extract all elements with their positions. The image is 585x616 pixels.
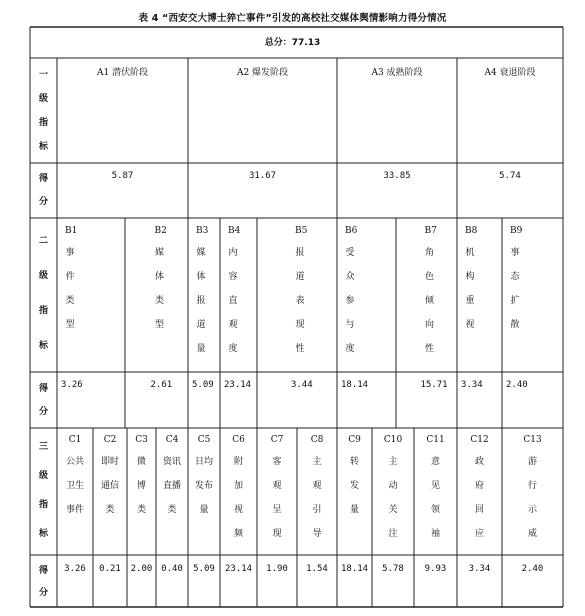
level3-text: 类 <box>136 505 146 515</box>
level2-char: 性 <box>295 344 305 354</box>
level3-text: 回 <box>474 505 484 515</box>
level3-code: C9 <box>348 435 361 445</box>
row-label-char: 分 <box>38 587 48 598</box>
row-label-char: 指 <box>38 305 48 316</box>
row-label-char: 标 <box>38 529 48 540</box>
level3-text: 现 <box>272 529 282 539</box>
level3-text: 量 <box>199 505 209 515</box>
level2-code: B1 <box>65 226 78 236</box>
level3-score: 2.00 <box>130 564 153 574</box>
level2-char: 现 <box>295 320 305 330</box>
level3-text: 呈 <box>272 505 282 515</box>
level3-text: 附 <box>233 457 243 467</box>
level2-char: 体 <box>196 272 206 282</box>
level2-char: 直 <box>228 296 238 306</box>
level3-text: 博 <box>136 481 146 491</box>
level1-name: A3 成熟阶段 <box>371 68 423 78</box>
level2-char: 扩 <box>510 296 520 306</box>
level2-char: 报 <box>295 248 305 258</box>
level2-char: 事 <box>510 248 520 258</box>
level2-char: 量 <box>196 344 206 354</box>
level2-code: B6 <box>345 226 358 236</box>
level2-char: 类 <box>154 296 164 306</box>
level3-text: 直播 <box>162 481 181 491</box>
level2-char: 视 <box>465 320 475 330</box>
level2-char: 与 <box>345 320 355 330</box>
row-label-char: 级 <box>38 270 48 281</box>
level2-code: B3 <box>196 226 209 236</box>
level2-score: 3.44 <box>291 380 313 390</box>
level2-char: 态 <box>510 272 520 282</box>
level3-text: 政 <box>474 457 484 467</box>
level3-score: 1.90 <box>266 564 288 574</box>
level3-code: C5 <box>197 435 211 445</box>
level3-score: 1.54 <box>306 564 328 574</box>
level2-score: 2.61 <box>150 380 173 390</box>
level2-char: 散 <box>510 320 520 330</box>
level1-name: A1 潜伏阶段 <box>96 68 149 78</box>
level2-char: 型 <box>154 320 164 330</box>
level3-score: 5.09 <box>193 564 215 574</box>
level2-char: 型 <box>65 320 75 330</box>
level3-code: C1 <box>68 435 82 445</box>
row-label-char: 级 <box>38 93 48 104</box>
level1-name: A4 衰退阶段 <box>484 68 536 78</box>
level3-score: 0.40 <box>161 564 183 574</box>
level2-code: B8 <box>465 226 478 236</box>
level3-text: 类 <box>167 505 177 515</box>
level2-score: 18.14 <box>341 380 369 390</box>
level2-code: B5 <box>295 226 308 236</box>
level2-char: 众 <box>345 272 355 282</box>
level2-char: 容 <box>228 272 238 282</box>
level3-text: 引 <box>312 505 322 515</box>
level2-char: 表 <box>295 296 305 306</box>
level2-char: 性 <box>424 344 434 354</box>
level3-text: 观 <box>272 481 282 491</box>
level2-char: 向 <box>424 320 434 330</box>
level2-char: 色 <box>424 272 434 282</box>
level2-score: 5.09 <box>192 380 214 390</box>
row-label-char: 分 <box>38 407 48 417</box>
row-label-char: 得 <box>38 565 48 576</box>
row-label-char: 一 <box>38 69 48 80</box>
level2-char: 倾 <box>424 296 434 306</box>
level3-text: 发 <box>349 481 359 491</box>
level2-score: 15.71 <box>420 380 448 390</box>
level3-text: 微 <box>136 457 146 467</box>
level3-text: 发布 <box>194 481 213 491</box>
level2-code: B7 <box>424 226 437 236</box>
level2-char: 媒 <box>154 248 164 258</box>
level2-code: B4 <box>228 226 241 236</box>
level2-char: 度 <box>228 344 238 354</box>
level3-text: 通信 <box>100 481 119 491</box>
level3-text: 转 <box>349 457 359 467</box>
level2-code: B2 <box>154 226 167 236</box>
level2-score: 2.40 <box>506 380 528 390</box>
level2-score: 23.14 <box>224 380 252 390</box>
row-label-char: 分 <box>38 197 48 208</box>
level3-code: C11 <box>426 435 445 445</box>
row-label-char: 二 <box>38 235 48 246</box>
level3-code: C7 <box>270 435 284 445</box>
level2-char: 媒 <box>196 248 206 258</box>
level3-code: C10 <box>383 435 403 445</box>
level1-score: 5.74 <box>499 171 521 181</box>
level2-char: 度 <box>345 344 355 354</box>
level2-char: 体 <box>154 272 164 282</box>
row-label-char: 三 <box>38 442 48 453</box>
level2-char: 报 <box>196 296 206 306</box>
level3-text: 类 <box>105 505 115 515</box>
level2-char: 类 <box>65 296 75 306</box>
level3-text: 意 <box>430 457 440 467</box>
level3-text: 示 <box>527 505 537 515</box>
row-label-char: 得 <box>38 383 48 394</box>
level3-text: 事件 <box>65 505 84 515</box>
row-label-char: 标 <box>38 340 48 351</box>
level2-char: 受 <box>345 248 355 258</box>
level2-score: 3.26 <box>61 380 83 390</box>
level3-text: 卫生 <box>65 481 84 491</box>
level2-char: 角 <box>424 248 434 258</box>
level2-char: 事 <box>65 248 75 258</box>
level3-code: C3 <box>135 435 148 445</box>
level3-code: C2 <box>103 435 117 445</box>
level3-text: 主 <box>388 457 398 467</box>
row-label-char: 指 <box>38 117 48 128</box>
level3-text: 袖 <box>430 529 440 539</box>
row-label-char: 级 <box>38 471 48 482</box>
level3-score: 9.93 <box>424 564 447 574</box>
level3-text: 频 <box>233 529 243 539</box>
level2-char: 件 <box>65 272 75 282</box>
level3-text: 主 <box>312 457 322 467</box>
level2-char: 参 <box>345 296 355 306</box>
level2-char: 道 <box>196 320 206 330</box>
table-caption: 表 4 “西安交大博士猝亡事件”引发的高校社交媒体舆情影响力得分情况 <box>138 13 447 24</box>
level3-text: 资讯 <box>162 457 181 467</box>
level3-text: 视 <box>233 505 243 515</box>
level2-char: 机 <box>465 248 475 258</box>
level1-name: A2 爆发阶段 <box>236 68 289 78</box>
level2-char: 构 <box>465 272 475 282</box>
level3-text: 动 <box>388 481 398 491</box>
level3-text: 日均 <box>194 457 213 467</box>
level3-code: C12 <box>470 435 489 445</box>
total-score: 总分：77.13 <box>264 38 321 48</box>
level3-text: 注 <box>388 529 398 539</box>
level2-code: B9 <box>510 226 523 236</box>
level3-score: 3.26 <box>64 564 86 574</box>
level3-score: 5.78 <box>382 564 404 574</box>
level3-text: 即时 <box>100 457 119 467</box>
level3-text: 加 <box>233 481 243 491</box>
level3-score: 3.34 <box>468 564 491 574</box>
level3-text: 量 <box>349 505 359 515</box>
row-label-char: 标 <box>38 141 48 152</box>
level3-text: 公共 <box>65 457 84 467</box>
level3-code: C4 <box>165 435 179 445</box>
level3-text: 客 <box>272 457 282 467</box>
level3-text: 应 <box>474 529 484 539</box>
level3-score: 23.14 <box>224 564 253 574</box>
level2-char: 内 <box>228 248 238 258</box>
level3-score: 2.40 <box>521 564 544 574</box>
level3-text: 见 <box>430 481 440 491</box>
level1-score: 5.87 <box>111 171 134 181</box>
level3-text: 游 <box>527 457 537 467</box>
level3-text: 领 <box>430 505 440 515</box>
level3-text: 威 <box>527 529 537 539</box>
level2-char: 道 <box>295 272 305 282</box>
level1-score: 31.67 <box>248 171 277 181</box>
level3-code: C6 <box>232 435 245 445</box>
level3-code: C8 <box>310 435 324 445</box>
level3-score: 0.21 <box>99 564 121 574</box>
level3-text: 关 <box>388 505 398 515</box>
row-label-char: 指 <box>38 500 48 511</box>
level2-score: 3.34 <box>461 380 483 390</box>
level3-score: 18.14 <box>340 564 369 574</box>
row-label-char: 得 <box>38 174 48 185</box>
level1-score: 33.85 <box>383 171 411 181</box>
level3-code: C13 <box>523 435 542 445</box>
level3-text: 府 <box>474 481 484 491</box>
level2-char: 重 <box>465 296 475 306</box>
level3-text: 导 <box>312 529 322 539</box>
level2-char: 观 <box>228 320 238 330</box>
level3-text: 观 <box>312 481 322 491</box>
level3-text: 行 <box>527 481 537 491</box>
